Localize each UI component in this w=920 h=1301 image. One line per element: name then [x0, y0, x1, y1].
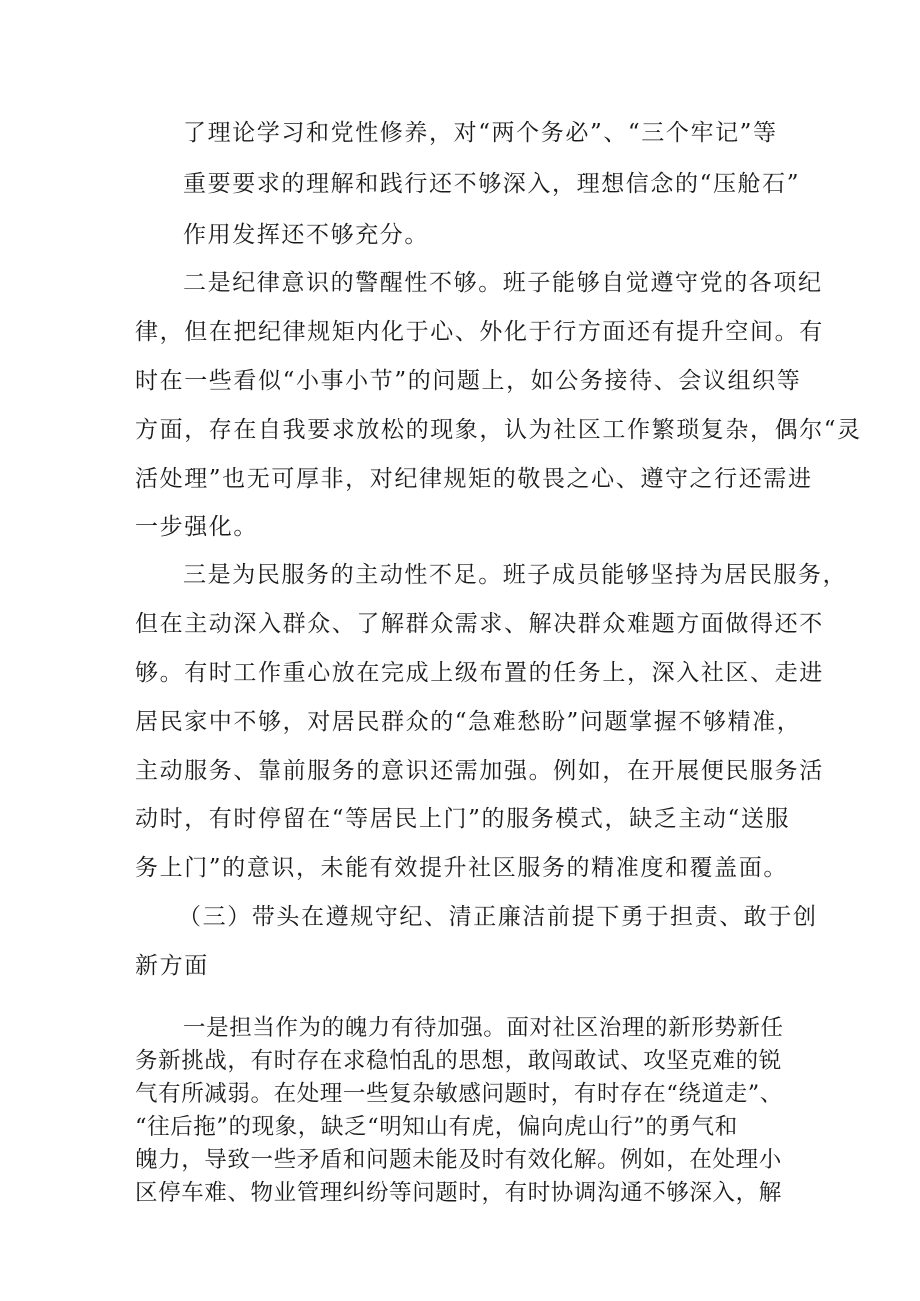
text-line: 主动服务、靠前服务的意识还需加强。例如，在开展便民服务活 — [135, 758, 824, 784]
text-line: 魄力，导致一些矛盾和问题未能及时有效化解。例如，在处理小 — [135, 1147, 782, 1173]
text-line: 够。有时工作重心放在完成上级布置的任务上，深入社区、走进 — [135, 660, 824, 686]
text-line: 区停车难、物业管理纠纷等问题时，有时协调沟通不够深入，解 — [135, 1180, 782, 1206]
text-line: 方面，存在自我要求放松的现象，认为社区工作繁琐复杂，偶尔“灵 — [135, 417, 862, 443]
text-line: 务上门”的意识，未能有效提升社区服务的精准度和覆盖面。 — [135, 855, 788, 881]
text-line: 二是纪律意识的警醒性不够。班子能够自觉遵守党的各项纪 — [183, 270, 823, 296]
text-line: 但在主动深入群众、了解群众需求、解决群众难题方面做得还不 — [135, 611, 824, 637]
text-line: 气有所减弱。在处理一些复杂敏感问题时，有时存在“绕道走”、 — [135, 1081, 783, 1107]
text-line: 务新挑战，有时存在求稳怕乱的思想，敢闯敢试、攻坚克难的锐 — [135, 1048, 782, 1074]
text-line: 一步强化。 — [135, 514, 258, 540]
text-line: 了理论学习和党性修养，对“两个务必”、“三个牢记”等 — [183, 120, 778, 146]
text-line: 三是为民服务的主动性不足。班子成员能够坚持为居民服务， — [183, 562, 848, 588]
text-line: 动时，有时停留在“等居民上门”的服务模式，缺乏主动“送服 — [135, 806, 791, 832]
text-line: 一是担当作为的魄力有待加强。面对社区治理的新形势新任 — [183, 1015, 784, 1041]
heading-line: 新方面 — [135, 953, 209, 979]
text-line: 活处理”也无可厚非，对纪律规矩的敬畏之心、遵守之行还需进 — [135, 466, 813, 492]
text-line: 作用发挥还不够充分。 — [183, 222, 429, 248]
text-line: 重要要求的理解和践行还不够深入，理想信念的“压舱石” — [183, 171, 801, 197]
heading-line: （三）带头在遵规守纪、清正廉洁前提下勇于担责、敢于创 — [178, 904, 818, 930]
text-line: “往后拖”的现象，缺乏“明知山有虎，偏向虎山行”的勇气和 — [135, 1114, 738, 1140]
text-line: 时在一些看似“小事小节”的问题上，如公务接待、会议组织等 — [135, 368, 802, 394]
text-line: 居民家中不够，对居民群众的“急难愁盼”问题掌握不够精准， — [135, 709, 802, 735]
text-line: 律，但在把纪律规矩内化于心、外化于行方面还有提升空间。有 — [135, 319, 824, 345]
